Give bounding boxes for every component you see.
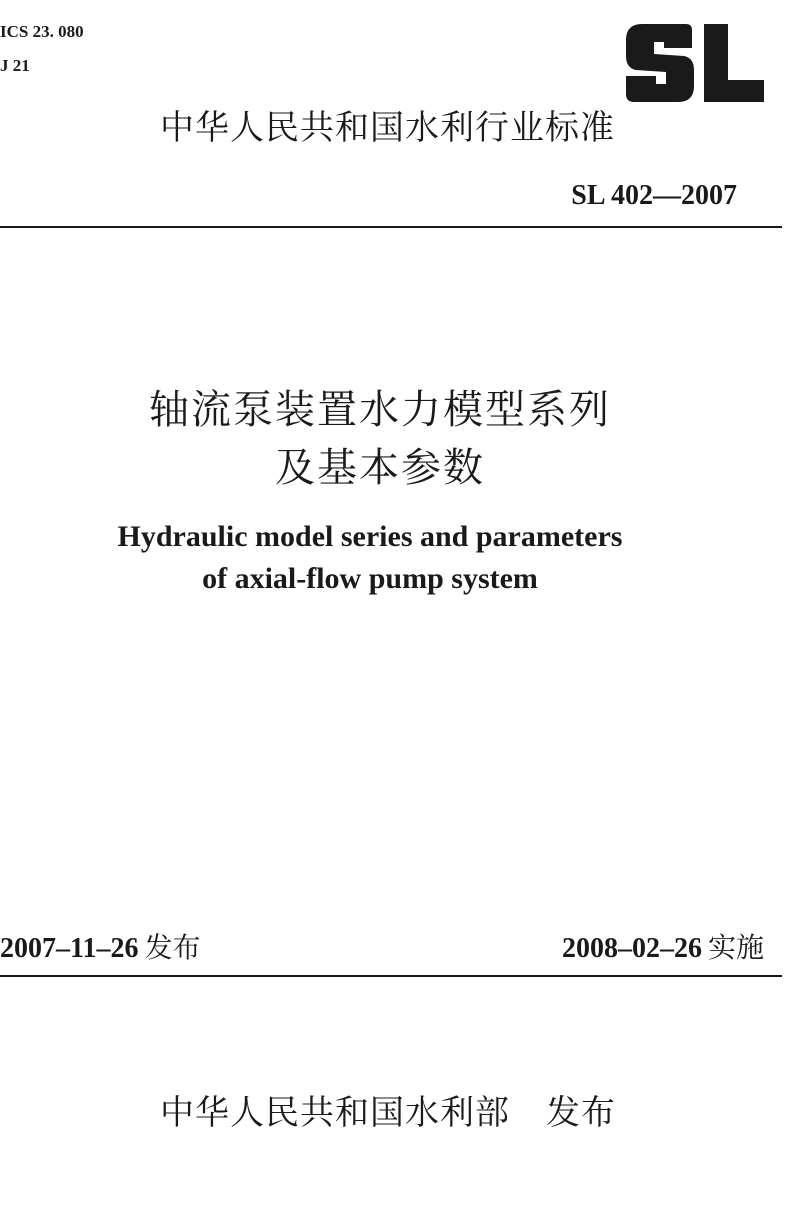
ccs-code: J 21 <box>0 56 30 75</box>
sl-logo-s-glyph <box>626 24 694 102</box>
industry-standard-heading: 中华人民共和国水利行业标准 <box>160 108 615 148</box>
implement-label: 实施 <box>707 931 764 964</box>
issue-date-block <box>0 926 200 966</box>
ics-code: ICS 23. 080 <box>0 22 84 41</box>
publisher-name: 中华人民共和国水利部 <box>160 1093 510 1133</box>
publisher-action: 发布 <box>546 1093 616 1133</box>
implement-date-block <box>562 926 764 966</box>
title-en-line-2: of axial-flow pump system <box>202 562 538 595</box>
title-cn-line-1: 轴流泵装置水力模型系列 <box>149 387 611 433</box>
sl-logo <box>624 22 766 104</box>
standard-number: SL 402—2007 <box>571 180 737 211</box>
sl-logo-l-glyph <box>704 24 764 102</box>
implement-date: 2008–02–26 <box>561 933 702 964</box>
issue-label: 发布 <box>144 931 201 964</box>
title-cn-line-2: 及基本参数 <box>275 445 485 491</box>
title-en-line-1: Hydraulic model series and parameters <box>117 520 623 553</box>
issue-date: 2007–11–26 <box>0 933 139 964</box>
top-divider <box>0 226 782 228</box>
bottom-divider <box>0 975 782 977</box>
publisher-line <box>160 1085 616 1134</box>
